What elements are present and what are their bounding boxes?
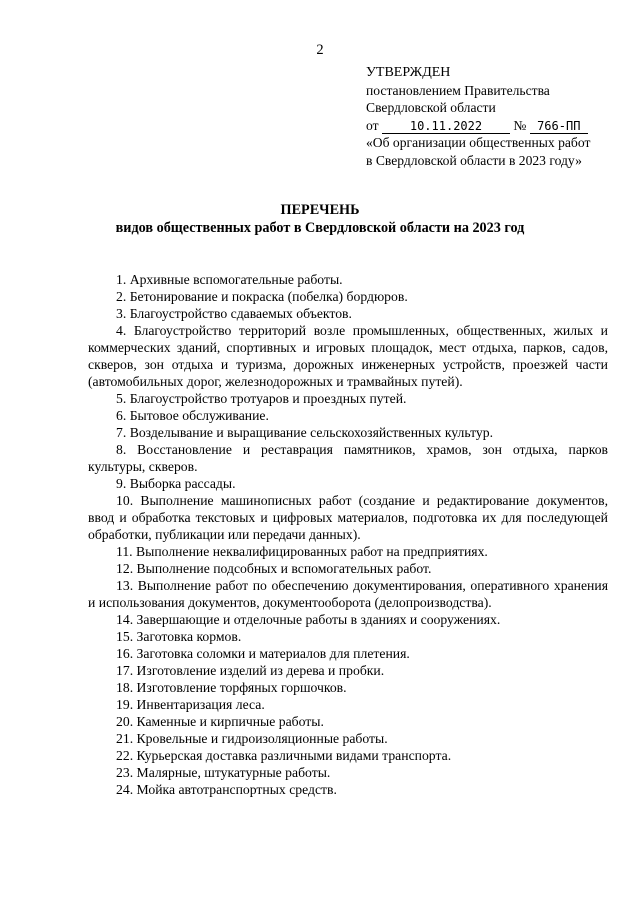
list-item: 22. Курьерская доставка различными видами транспорта. — [116, 748, 452, 763]
list-item: 12. Выполнение подсобных и вспомогательных работ. — [116, 561, 432, 576]
list-item: 11. Выполнение неквалифицированных работ на предприятиях. — [116, 544, 488, 559]
list-item: 23. Малярные, штукатурные работы. — [116, 765, 331, 780]
list-item: 5. Благоустройство тротуаров и проездных путей. — [116, 391, 407, 406]
list-item: 2. Бетонирование и покраска (побелка) бордюров. — [116, 289, 408, 304]
list-item: 18. Изготовление торфяных горшочков. — [116, 680, 347, 695]
page-number: 2 — [316, 42, 324, 58]
approval-line-title1: «Об организации общественных работ — [366, 135, 591, 150]
works-list — [88, 271, 608, 798]
approval-line-decree: постановлением Правительства — [366, 82, 550, 98]
list-item: 19. Инвентаризация леса. — [116, 697, 265, 712]
title-heading: ПЕРЕЧЕНЬ — [280, 202, 360, 218]
decree-number: 766-ПП — [530, 120, 588, 134]
list-item: 16. Заготовка соломки и материалов для плетения. — [116, 646, 410, 661]
document-title — [0, 202, 640, 237]
list-item: 8. Восстановление и реставрация памятников, храмов, зон отдыха, парков культуры, скверов. — [88, 442, 608, 474]
list-item: 10. Выполнение машинописных работ (создание и редактирование документов, ввод и обработка текстовых и цифровых материалов, подготовка их для последующей обработки, публикации или передачи данных). — [88, 493, 608, 542]
approval-heading: УТВЕРЖДЕН — [366, 65, 451, 80]
list-item: 13. Выполнение работ по обеспечению документирования, оперативного хранения и использования документов, документооборота (делопроизводства). — [88, 578, 608, 610]
list-item: 17. Изготовление изделий из дерева и пробки. — [116, 663, 385, 678]
list-item: 20. Каменные и кирпичные работы. — [116, 714, 324, 729]
approval-block — [366, 64, 626, 169]
approval-date-number-line — [366, 117, 626, 135]
from-label: от — [366, 117, 379, 133]
number-label: № — [513, 117, 527, 133]
list-item: 24. Мойка автотранспортных средств. — [116, 782, 337, 797]
list-item: 3. Благоустройство сдаваемых объектов. — [116, 306, 352, 321]
approval-line-region: Свердловской области — [366, 100, 496, 115]
title-subheading: видов общественных работ в Свердловской области на 2023 год — [115, 219, 525, 236]
list-item: 14. Завершающие и отделочные работы в зданиях и сооружениях. — [116, 612, 501, 627]
list-item: 21. Кровельные и гидроизоляционные работы. — [116, 731, 388, 746]
list-item: 4. Благоустройство территорий возле промышленных, общественных, жилых и коммерческих зданий, спортивных и игровых площадок, мест отдыха, парков, садов, скверов, зон отдыха и туризма, дорожных инженерных устройств, проезжей части (автомобильных дорог, железнодорожных и трамвайных путей). — [88, 323, 608, 389]
list-item: 6. Бытовое обслуживание. — [116, 408, 269, 423]
approval-line-title2: в Свердловской области в 2023 году» — [366, 152, 582, 168]
list-item: 1. Архивные вспомогательные работы. — [116, 272, 343, 287]
list-item: 15. Заготовка кормов. — [116, 629, 242, 644]
list-item: 9. Выборка рассады. — [116, 476, 236, 491]
decree-date: 10.11.2022 — [382, 120, 510, 134]
list-item: 7. Возделывание и выращивание сельскохозяйственных культур. — [116, 425, 493, 440]
